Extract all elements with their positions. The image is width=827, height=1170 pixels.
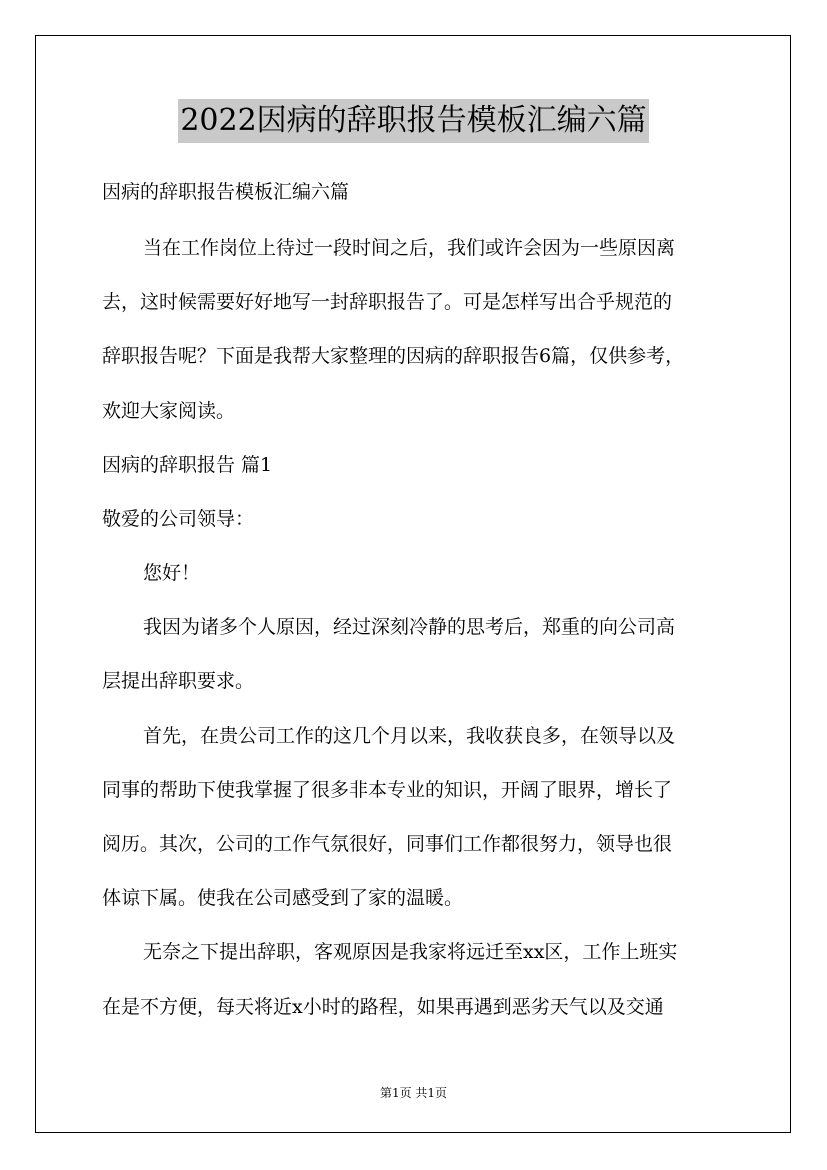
paragraph-line: 欢迎大家阅读。 — [102, 400, 236, 422]
paragraph-line: 体谅下属。使我在公司感受到了家的温暖。 — [102, 887, 464, 909]
paragraph-line: 同事的帮助下使我掌握了很多非本专业的知识，开阔了眼界，增长了 — [102, 779, 673, 801]
paragraph-line: 当在工作岗位上待过一段时间之后，我们或许会因为一些原因离 — [143, 237, 676, 259]
paragraph-line: 在是不方便，每天将近x小时的路程，如果再遇到恶劣天气以及交通 — [102, 996, 664, 1018]
paragraph-line: 阅历。其次，公司的工作气氛很好，同事们工作都很努力，领导也很 — [102, 833, 673, 855]
paragraph-line: 层提出辞职要求。 — [102, 670, 255, 692]
paragraph-line: 去，这时候需要好好地写一封辞职报告了。可是怎样写出合乎规范的 — [102, 291, 673, 313]
subtitle-line: 因病的辞职报告模板汇编六篇 — [102, 181, 350, 203]
title-container — [0, 99, 827, 143]
paragraph-line: 无奈之下提出辞职，客观原因是我家将远迁至xx区，工作上班实 — [143, 941, 678, 963]
greeting-line: 您好！ — [143, 562, 201, 584]
document-title: 2022因病的辞职报告模板汇编六篇 — [178, 99, 648, 143]
page-footer: 第1页 共1页 — [379, 1086, 448, 1100]
salutation-line: 敬爱的公司领导： — [102, 508, 255, 530]
section-heading: 因病的辞职报告 篇1 — [102, 454, 273, 476]
paragraph-line: 首先，在贵公司工作的这几个月以来，我收获良多，在领导以及 — [143, 725, 676, 747]
paragraph-line: 我因为诸多个人原因，经过深刻冷静的思考后，郑重的向公司高 — [143, 616, 676, 638]
paragraph-line: 辞职报告呢？下面是我帮大家整理的因病的辞职报告6篇，仅供参考， — [102, 345, 685, 367]
